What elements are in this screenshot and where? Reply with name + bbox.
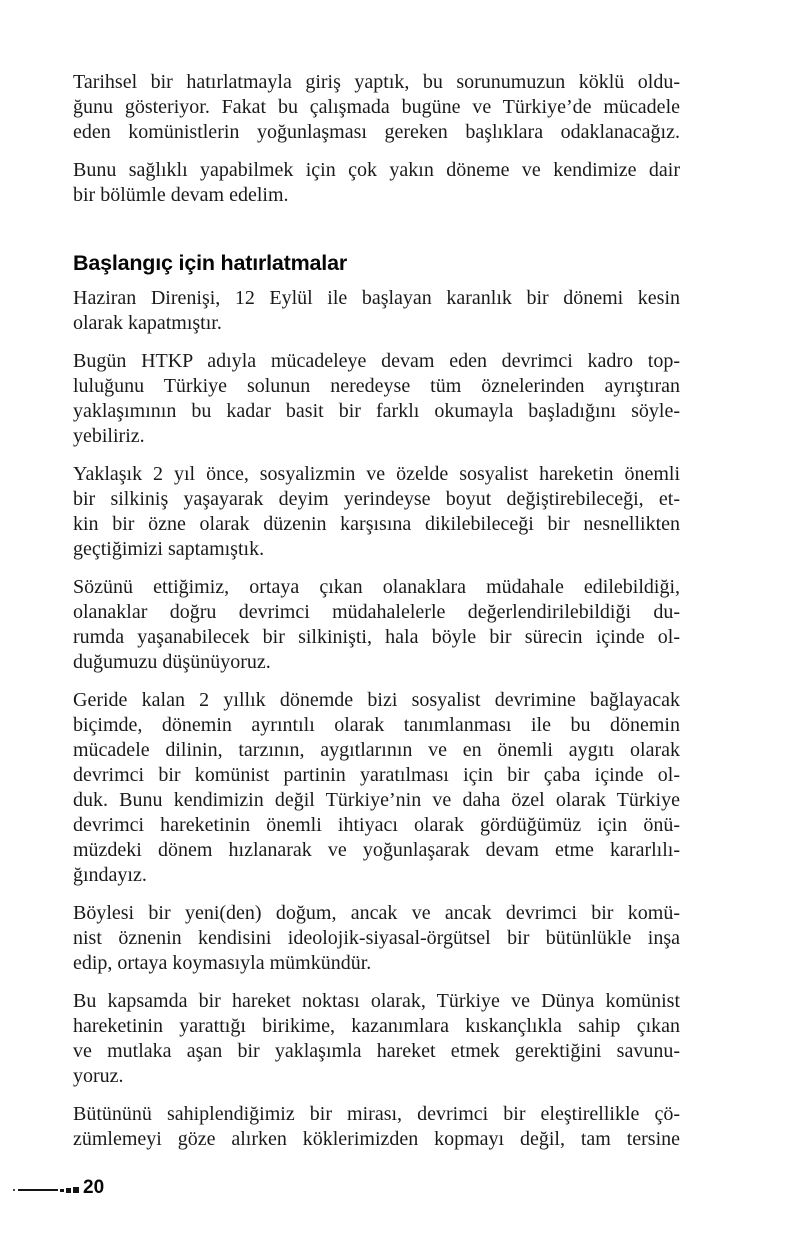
text-line: müzdeki dönem hızlanarak ve yoğunlaşarak devam etme kararlılı- bbox=[73, 839, 680, 861]
text-line: ve mutlaka aşan bir yaklaşımla hareket etmek gerektiğini savunu- bbox=[73, 1040, 680, 1062]
text-line: eden komünistlerin yoğunlaşması gereken başlıklara odaklanacağız. bbox=[73, 121, 680, 143]
paragraph bbox=[73, 158, 680, 208]
text-line: rumda yaşanabilecek bir silkinişti, hala böyle bir sürecin içinde ol- bbox=[73, 626, 680, 648]
text-line: devrimci bir komünist partinin yaratılması için bir çaba içinde ol- bbox=[73, 764, 680, 786]
text-line: Böylesi bir yeni(den) doğum, ancak ve ancak devrimci bir komü- bbox=[73, 902, 680, 924]
text-line: Haziran Direnişi, 12 Eylül ile başlayan karanlık bir dönemi kesin bbox=[73, 287, 680, 309]
text-line: olarak kapatmıştır. bbox=[73, 312, 222, 334]
text-line: Bütününü sahiplendiğimiz bir mirası, devrimci bir eleştirellikle çö- bbox=[73, 1103, 680, 1125]
text-line: yoruz. bbox=[73, 1065, 124, 1087]
footer-square-icon bbox=[73, 1187, 79, 1193]
text-line: yaklaşımının bu kadar basit bir farklı okumayla başladığını söyle- bbox=[73, 400, 680, 422]
page-number: 20 bbox=[83, 1177, 105, 1198]
text-line: nist öznenin kendisini ideolojik-siyasal-örgütsel bir bütünlükle inşa bbox=[73, 927, 680, 949]
text-line: kin bir özne olarak düzenin karşısına dikilebileceği bir nesnellikten bbox=[73, 513, 680, 535]
footer-square-icon bbox=[60, 1189, 64, 1193]
paragraph bbox=[73, 1102, 680, 1152]
text-line: bir silkiniş yaşayarak deyim yerindeyse boyut değiştirebileceği, et- bbox=[73, 488, 680, 510]
text-line: Tarihsel bir hatırlatmayla giriş yaptık, bu sorunumuzun köklü oldu- bbox=[73, 71, 680, 93]
paragraph bbox=[73, 575, 680, 675]
text-column bbox=[73, 70, 680, 1165]
text-line: mücadele dilinin, tarzının, aygıtlarının ve en önemli aygıtı olarak bbox=[73, 739, 680, 761]
text-line: olanaklar doğru devrimci müdahalelerle değerlendirilebildiği du- bbox=[73, 601, 680, 623]
text-line: Bunu sağlıklı yapabilmek için çok yakın döneme ve kendimize dair bbox=[73, 159, 680, 181]
text-line: Bugün HTKP adıyla mücadeleye devam eden devrimci kadro top- bbox=[73, 350, 680, 372]
text-line: edip, ortaya koymasıyla mümkündür. bbox=[73, 952, 372, 974]
paragraph bbox=[73, 688, 680, 888]
page-footer bbox=[13, 1178, 153, 1198]
text-line: ğındayız. bbox=[73, 864, 147, 886]
text-line: biçimde, dönemin ayrıntılı olarak tanımlanması ile bu dönemin bbox=[73, 714, 680, 736]
paragraph bbox=[73, 349, 680, 449]
section-heading: Başlangıç için hatırlatmalar bbox=[73, 251, 348, 275]
paragraph bbox=[73, 989, 680, 1089]
paragraph bbox=[73, 901, 680, 976]
text-line: zümlemeyi göze alırken köklerimizden kopmayı değil, tam tersine bbox=[73, 1128, 680, 1150]
text-line: hareketinin yarattığı birikime, kazanımlara kıskançlıkla sahip çıkan bbox=[73, 1015, 680, 1037]
text-line: yebiliriz. bbox=[73, 425, 145, 447]
text-line: luluğunu Türkiye solunun neredeyse tüm öznelerinden ayrıştıran bbox=[73, 375, 680, 397]
text-line: duk. Bunu kendimizin değil Türkiye’nin ve daha özel olarak Türkiye bbox=[73, 789, 680, 811]
footer-rule-icon bbox=[18, 1189, 58, 1192]
paragraph bbox=[73, 462, 680, 562]
text-line: Sözünü ettiğimiz, ortaya çıkan olanaklara müdahale edilebildiği, bbox=[73, 576, 680, 598]
text-line: Yaklaşık 2 yıl önce, sosyalizmin ve özelde sosyalist hareketin önemli bbox=[73, 463, 680, 485]
text-line: geçtiğimizi saptamıştık. bbox=[73, 538, 265, 560]
text-line: duğumuzu düşünüyoruz. bbox=[73, 651, 271, 673]
paragraph bbox=[73, 286, 680, 336]
text-line: Bu kapsamda bir hareket noktası olarak, Türkiye ve Dünya komünist bbox=[73, 990, 680, 1012]
text-line: bir bölümle devam edelim. bbox=[73, 184, 289, 206]
footer-dot-icon bbox=[13, 1189, 15, 1191]
text-line: devrimci hareketinin önemli ihtiyacı olarak gördüğümüz için önü- bbox=[73, 814, 680, 836]
text-line: Geride kalan 2 yıllık dönemde bizi sosyalist devrimine bağlayacak bbox=[73, 689, 680, 711]
text-line: ğunu gösteriyor. Fakat bu çalışmada bugüne ve Türkiye’de mücadele bbox=[73, 96, 680, 118]
paragraph bbox=[73, 70, 680, 145]
footer-square-icon bbox=[66, 1188, 71, 1193]
